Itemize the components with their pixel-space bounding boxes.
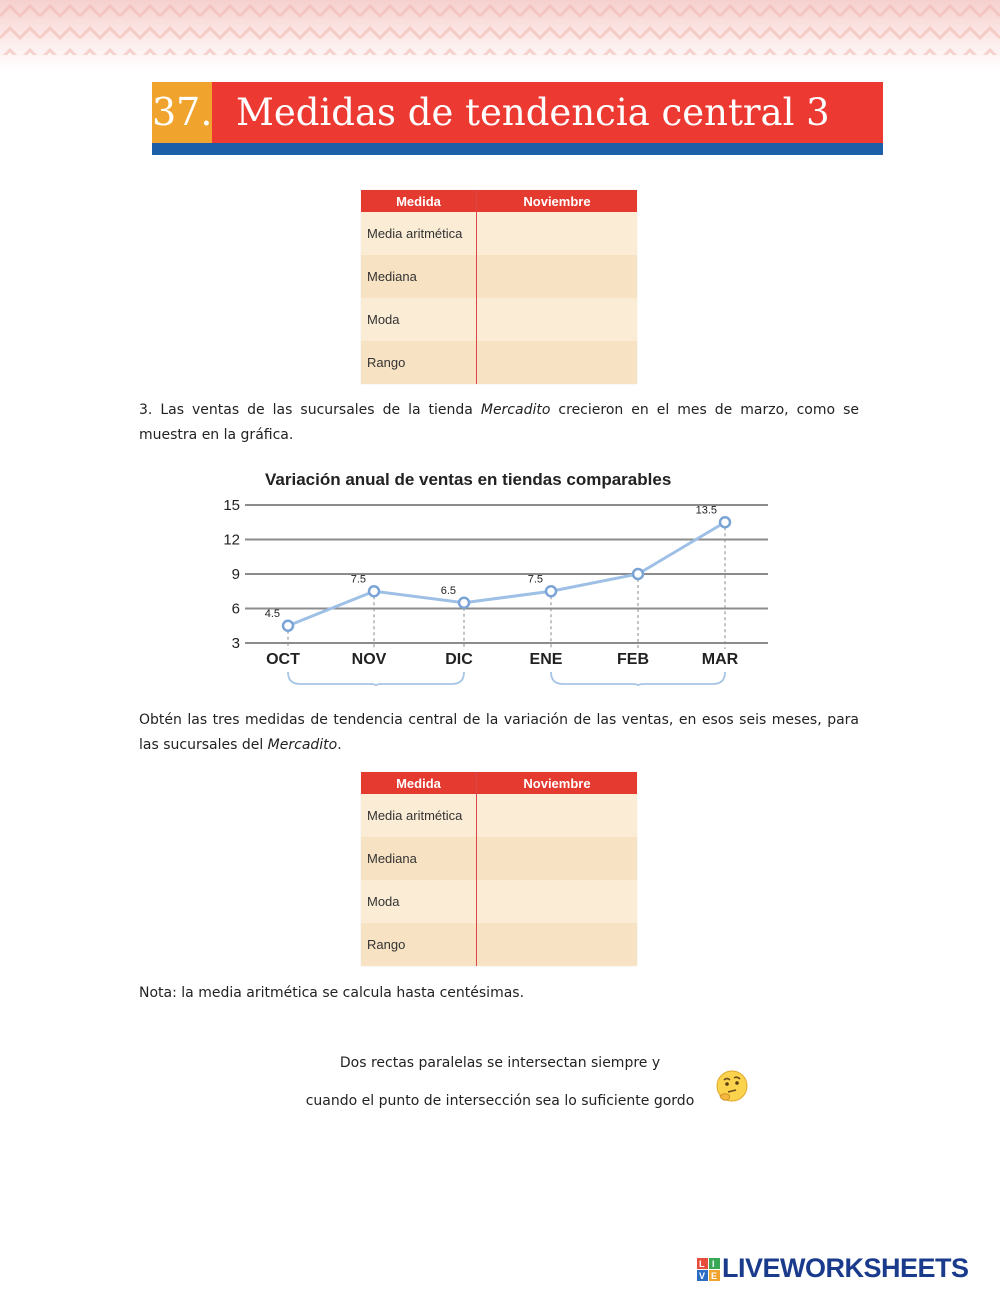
instruction-text-after: . (337, 737, 342, 753)
y-tick-label: 12 (223, 531, 240, 549)
column-header-medida: Medida (361, 772, 477, 794)
title-underline-stripe (152, 143, 883, 155)
measures-table-2 (361, 772, 637, 966)
row-label-moda: Moda (361, 880, 477, 923)
row-label-mediana: Mediana (361, 837, 477, 880)
data-point (633, 569, 643, 579)
note-text: Nota: la media aritmética se calcula hasta centésimas. (139, 985, 525, 1001)
answer-cell-media[interactable] (477, 212, 638, 255)
measures-table-1 (361, 190, 637, 384)
data-label: 13.5 (695, 504, 717, 517)
period-braces (288, 672, 725, 686)
liveworksheets-logo-text[interactable]: LIVEWORKSHEETS (722, 1253, 969, 1283)
x-tick-label: NOV (351, 651, 387, 668)
table-row (361, 794, 637, 837)
row-label-rango: Rango (361, 923, 477, 966)
y-axis-ticks (223, 497, 240, 652)
data-point (720, 517, 730, 527)
answer-cell-rango[interactable] (477, 923, 638, 966)
table-row (361, 255, 637, 298)
answer-cell-moda[interactable] (477, 880, 638, 923)
sales-series (265, 504, 730, 631)
data-point (283, 621, 293, 631)
row-label-media: Media aritmética (361, 212, 477, 255)
chart-droplines (288, 527, 725, 649)
period-brace (551, 672, 725, 686)
table-row (361, 923, 637, 966)
table-row (361, 837, 637, 880)
table-row (361, 341, 637, 384)
table-header-row (361, 772, 637, 794)
data-label: 7.5 (350, 573, 366, 586)
answer-cell-mediana[interactable] (477, 837, 638, 880)
x-tick-label: DIC (445, 651, 473, 668)
problem-statement (139, 398, 859, 448)
logo-icon-letter: E (711, 1271, 718, 1281)
joke-line-1: Dos rectas paralelas se intersectan siempre y (339, 1055, 661, 1071)
column-header-noviembre: Noviembre (477, 190, 638, 212)
data-point (546, 586, 556, 596)
row-label-moda: Moda (361, 298, 477, 341)
answer-cell-media[interactable] (477, 794, 638, 837)
thinking-face-icon (714, 1068, 750, 1104)
chart-title: Variación anual de ventas en tiendas comparables (265, 470, 672, 489)
y-tick-label: 6 (231, 600, 240, 618)
x-tick-label: ENE (529, 651, 563, 668)
data-point (369, 586, 379, 596)
column-header-medida: Medida (361, 190, 477, 212)
answer-cell-moda[interactable] (477, 298, 638, 341)
answer-cell-mediana[interactable] (477, 255, 638, 298)
data-label: 7.5 (527, 573, 543, 586)
chart-grid (245, 505, 768, 643)
column-header-noviembre: Noviembre (477, 772, 638, 794)
page-title: Medidas de tendencia central 3 (212, 82, 883, 143)
logo-icon-letter: V (699, 1271, 706, 1281)
top-decorative-pattern (0, 0, 1000, 70)
table-row (361, 212, 637, 255)
period-brace (288, 672, 464, 686)
data-label: 6.5 (440, 584, 456, 597)
x-tick-label: OCT (266, 651, 300, 668)
y-tick-label: 15 (223, 497, 240, 514)
y-tick-label: 3 (231, 635, 240, 652)
x-tick-label: FEB (617, 651, 649, 668)
row-label-rango: Rango (361, 341, 477, 384)
x-tick-label: MAR (701, 651, 739, 668)
row-label-mediana: Mediana (361, 255, 477, 298)
store-name: Mercadito (480, 402, 551, 418)
instruction-text-before: Obtén las tres medidas de tendencia central de la variación de las ventas, en esos seis meses, para las sucursales del (139, 712, 859, 753)
data-label: 4.5 (264, 607, 280, 620)
y-tick-label: 9 (231, 566, 240, 583)
problem-text-after: crecieron en el mes de marzo, como se muestra en la gráfica. (139, 402, 859, 443)
x-axis-ticks (266, 651, 739, 668)
answer-cell-rango[interactable] (477, 341, 638, 384)
lesson-number: 37. (152, 82, 212, 143)
problem-text-before: 3. Las ventas de las sucursales de la tienda (139, 402, 481, 418)
instruction-text (139, 708, 859, 758)
data-point (459, 598, 469, 608)
joke-line-2: cuando el punto de intersección sea lo suficiente gordo (305, 1093, 695, 1109)
table-row (361, 880, 637, 923)
logo-icon-letter: I (712, 1259, 715, 1269)
table-header-row (361, 190, 637, 212)
sales-variation-chart (215, 462, 795, 697)
logo-icon-letter: L (699, 1259, 705, 1269)
table-row (361, 298, 637, 341)
title-banner (152, 82, 883, 155)
row-label-media: Media aritmética (361, 794, 477, 837)
store-name-2: Mercadito (267, 737, 338, 753)
